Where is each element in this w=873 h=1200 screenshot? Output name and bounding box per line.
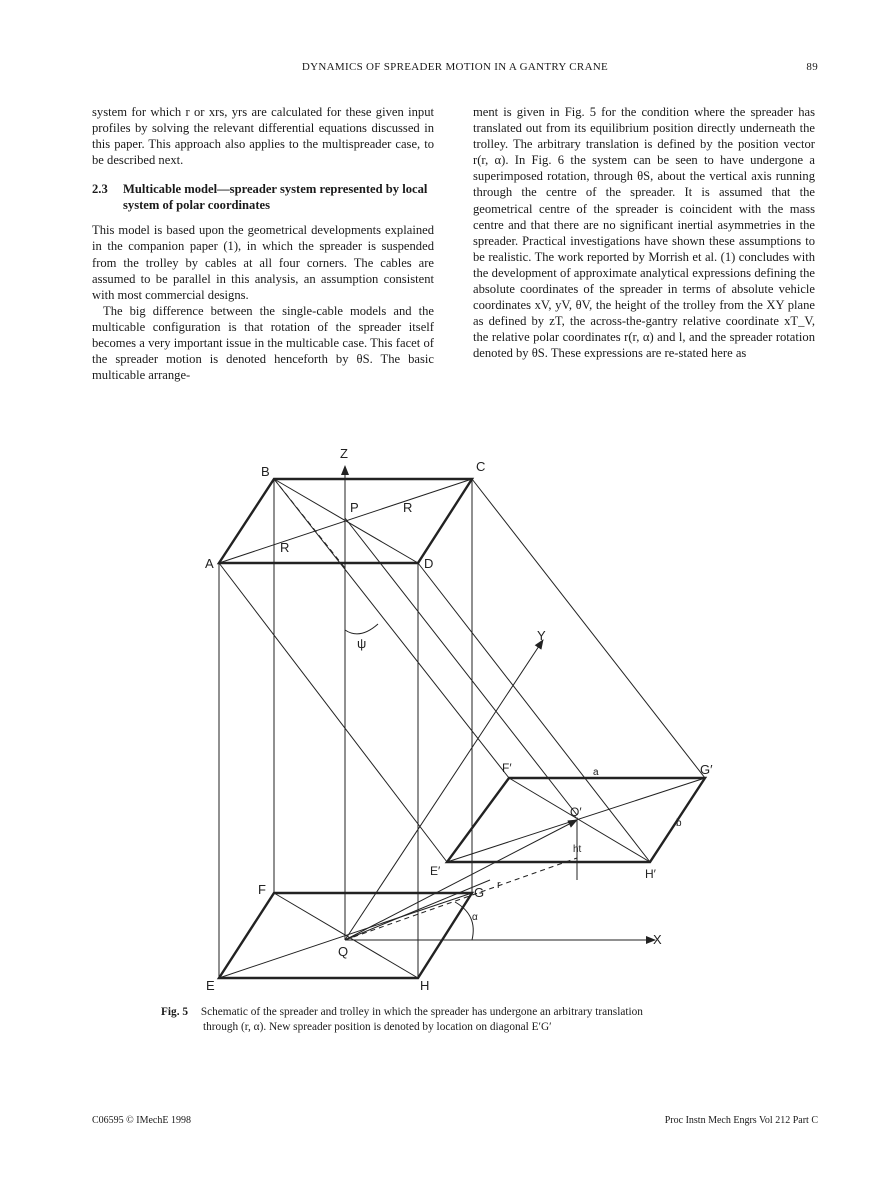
caption-line-2: through (r, α). New spreader position is denoted by location on diagonal E′G′ (203, 1021, 552, 1033)
page-header (92, 61, 818, 77)
label-E-prime: E′ (430, 864, 441, 878)
caption-line-1: Schematic of the spreader and trolley in which the spreader has undergone an arbitrary translation (200, 1006, 643, 1018)
figure-caption (161, 1005, 781, 1035)
label-G-prime: G′ (700, 762, 713, 777)
cable-C-Gprime (472, 479, 705, 778)
left-paragraph-1: system for which r or xrs, yrs are calculated for these given input profiles by solving the relevant differential equations discussed in this paper. This approach also applies to the multispreader case, to be described next. (92, 105, 434, 168)
cable-A-Eprime (219, 563, 447, 862)
right-paragraph-1: ment is given in Fig. 5 for the condition where the spreader has translated out from its equilibrium position directly underneath the trolley. The arbitrary translation is defined by the position vector r(r, α). In Fig. 6 the system can be seen to have undergone a superimposed rotation, through θS, about the vertical axis running through the centre of the spreader. It is assumed that the geometrical centre of the spreader is coincident with the mass centre and that there are no significant inertial asymmetries in the spreader. Practical investigations have shown these assumptions to be realistic. The work reported by Morrish et al. (1) concludes with the development of approximate analytical expressions defining the absolute coordinates of the spreader in terms of absolute vehicle coordinates xV, yV, θV, the height of the trolley from the XY plane as defined by zT, the across-the-gantry relative coordinate xT_V, the relative polar coordinates r(r, α) and l, and the spreader rotation denoted by θS. These expressions are re-stated here as (473, 105, 815, 361)
figure-5 (190, 436, 750, 996)
label-A: A (205, 556, 214, 571)
label-C: C (476, 459, 486, 474)
section-title: Multicable model—spreader system represented by local system of polar coordinates (123, 182, 428, 213)
label-R-left: R (280, 540, 290, 555)
alpha-arc (455, 902, 473, 940)
section-heading (92, 181, 434, 213)
label-B: B (261, 464, 270, 479)
label-R-top: R (403, 500, 413, 515)
spreader-trolley-diagram (190, 436, 750, 996)
footer-copyright: C06595 © IMechE 1998 (92, 1115, 191, 1126)
label-E: E (206, 978, 215, 993)
caption-label: Fig. 5 (161, 1006, 188, 1018)
footer-journal: Proc Instn Mech Engrs Vol 212 Part C (664, 1115, 818, 1126)
label-Z: Z (340, 446, 348, 461)
y-axis (345, 640, 543, 940)
label-D: D (424, 556, 434, 571)
label-H: H (420, 978, 430, 993)
label-X: X (653, 932, 662, 947)
right-column (473, 104, 815, 362)
label-alpha: α (472, 912, 478, 923)
cable-D-Hprime (418, 563, 650, 862)
label-h-t: ht (573, 844, 582, 855)
left-column (92, 104, 434, 383)
label-Q: Q (338, 944, 349, 959)
label-H-prime: H′ (645, 867, 656, 881)
left-paragraph-2: This model is based upon the geometrical developments explained in the companion paper (1), in which the spreader is suspended from the trolley by cables at all four corners. The cables are assumed to be parallel in this analysis, an assumption consistent with most commercial designs. (92, 223, 434, 302)
label-F-prime: F′ (502, 761, 512, 775)
label-a: a (593, 767, 599, 778)
label-psi: ψ (357, 636, 367, 651)
section-number: 2.3 (92, 182, 108, 197)
page-number: 89 (806, 61, 818, 73)
left-paragraph-3: The big difference between the single-cable models and the multicable configuration is that rotation of the spreader itself becomes a very important issue in the multicable case. This facet of the spreader motion is denoted henceforth by θS. The basic multicable arrange- (92, 303, 434, 383)
label-G: G (474, 885, 485, 900)
label-Y: Y (537, 628, 546, 643)
dashed-Q-Qprime (345, 858, 577, 940)
psi-arc (345, 624, 378, 634)
running-title: DYNAMICS OF SPREADER MOTION IN A GANTRY CRANE (301, 61, 609, 73)
label-r: r (497, 879, 501, 891)
label-P: P (350, 500, 359, 515)
label-F: F (258, 882, 266, 897)
label-Q-prime: Q′ (570, 805, 582, 819)
r-vector (345, 820, 577, 940)
label-b: b (676, 818, 682, 829)
